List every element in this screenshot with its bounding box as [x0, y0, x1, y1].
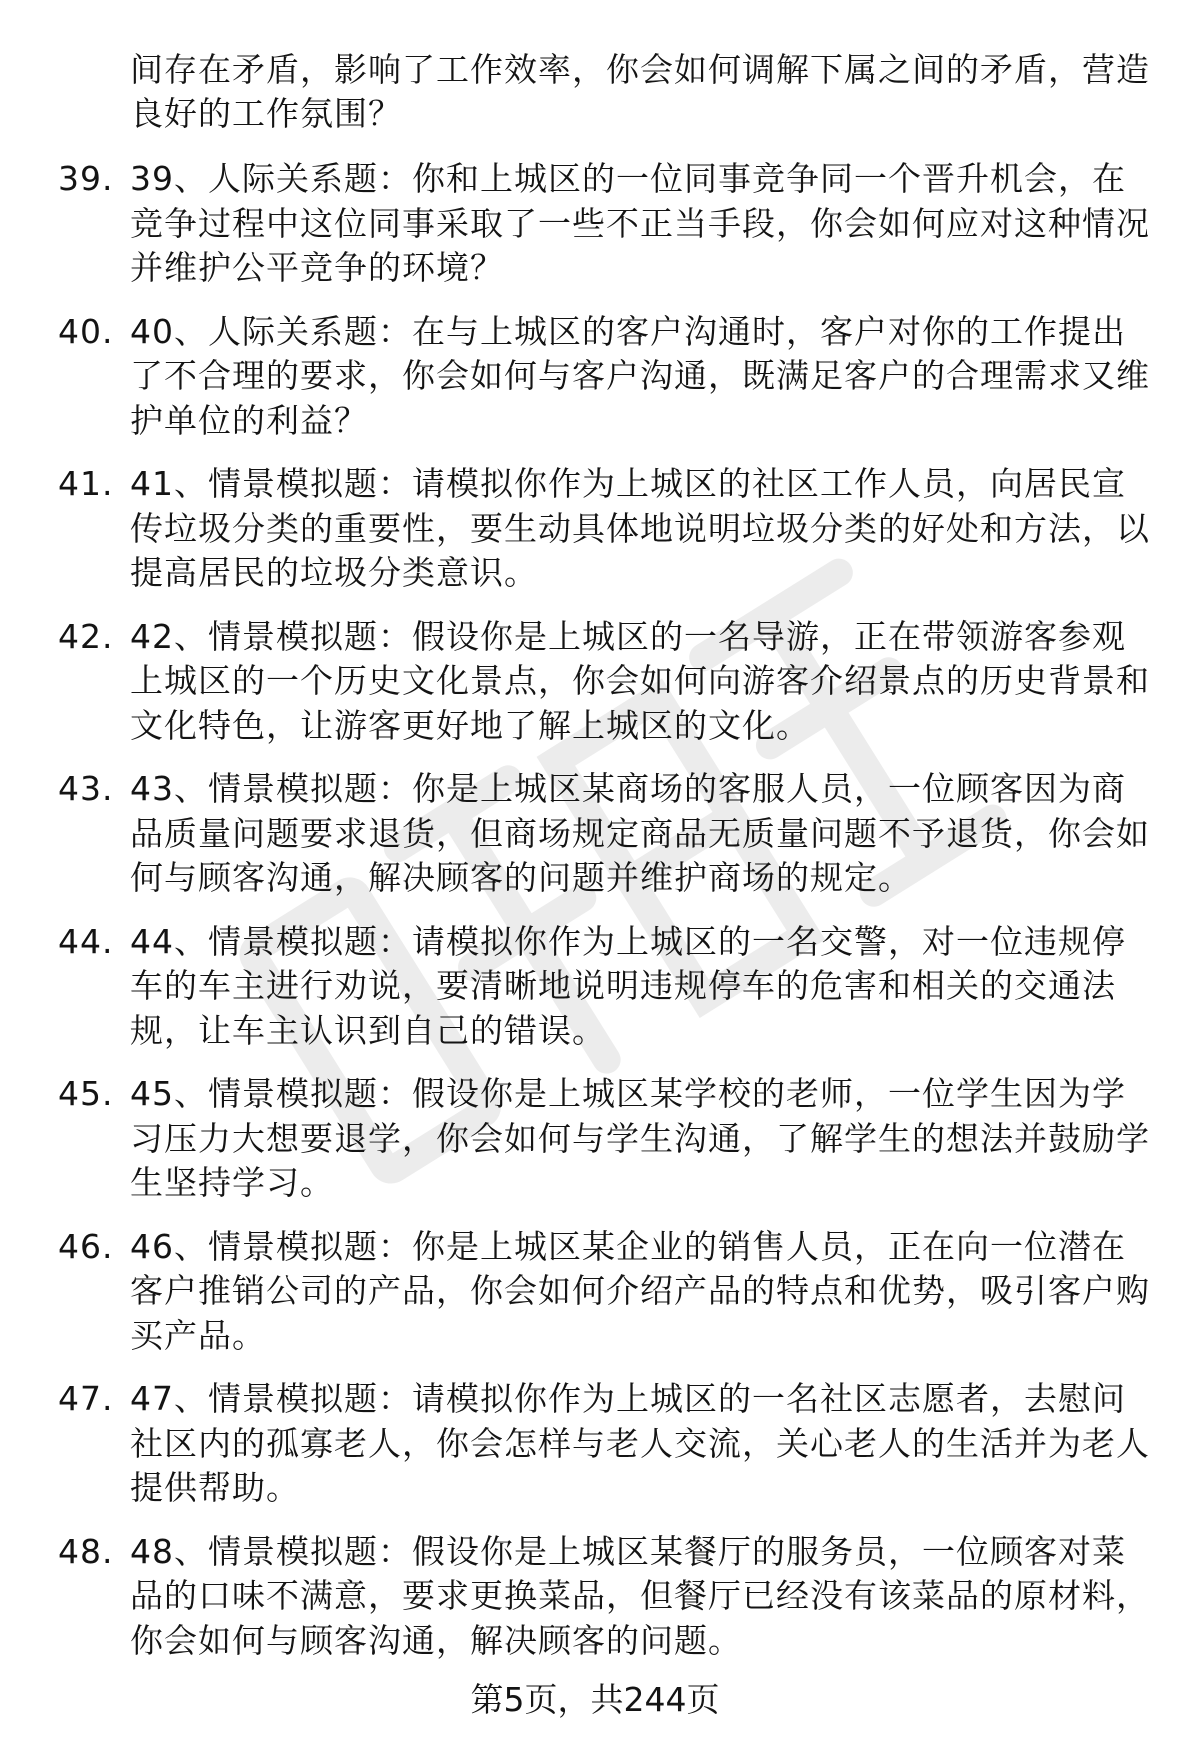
question-text: 43、情景模拟题：你是上城区某商场的客服人员，一位顾客因为商品质量问题要求退货，但商场规定商品无质量问题不予退货，你会如何与顾客沟通，解决顾客的问题并维护商场的规定。 [130, 769, 1150, 897]
question-item [58, 1377, 1150, 1511]
question-number: 42. [58, 616, 114, 656]
question-text: 44、情景模拟题：请模拟你作为上城区的一名交警，对一位违规停车的车主进行劝说，要清晰地说明违规停车的危害和相关的交通法规，让车主认识到自己的错误。 [130, 921, 1126, 1050]
question-number: 40. [58, 311, 114, 351]
question-item [58, 767, 1150, 901]
question-item [58, 1530, 1150, 1664]
question-text: 41、情景模拟题：请模拟你作为上城区的社区工作人员，向居民宣传垃圾分类的重要性，要生动具体地说明垃圾分类的好处和方法，以提高居民的垃圾分类意识。 [130, 464, 1150, 592]
question-text: 39、人际关系题：你和上城区的一位同事竞争同一个晋升机会，在竞争过程中这位同事采取了一些不正当手段，你会如何应对这种情况并维护公平竞争的环境？ [130, 159, 1150, 287]
question-item [58, 462, 1150, 596]
question-text: 48、情景模拟题：假设你是上城区某餐厅的服务员，一位顾客对菜品的口味不满意，要求更换菜品，但餐厅已经没有该菜品的原材料，你会如何与顾客沟通，解决顾客的问题。 [130, 1531, 1150, 1660]
question-number: 46. [58, 1226, 114, 1266]
question-item [58, 1225, 1150, 1359]
question-item [58, 1072, 1150, 1206]
question-item [58, 157, 1150, 291]
question-text: 45、情景模拟题：假设你是上城区某学校的老师，一位学生因为学习压力大想要退学，你会如何与学生沟通，了解学生的想法并鼓励学生坚持学习。 [130, 1074, 1150, 1202]
question-number: 45. [58, 1074, 114, 1113]
question-text: 42、情景模拟题：假设你是上城区的一名导游，正在带领游客参观上城区的一个历史文化景点，你会如何向游客介绍景点的历史背景和文化特色，让游客更好地了解上城区的文化。 [130, 616, 1150, 745]
question-item [58, 920, 1150, 1054]
question-number: 48. [58, 1531, 114, 1571]
question-number: 43. [58, 769, 114, 808]
question-number: 41. [58, 464, 114, 503]
continuation-text: 间存在矛盾，影响了工作效率，你会如何调解下属之间的矛盾，营造良好的工作氛围？ [130, 50, 1150, 133]
question-number: 39. [58, 159, 114, 198]
question-number: 44. [58, 921, 114, 961]
question-list [58, 157, 1158, 1682]
page-footer: 第5页，共244页 [470, 1680, 720, 1719]
question-item [58, 310, 1150, 444]
question-number: 47. [58, 1379, 114, 1418]
question-text: 47、情景模拟题：请模拟你作为上城区的一名社区志愿者，去慰问社区内的孤寡老人，你会怎样与老人交流，关心老人的生活并为老人提供帮助。 [130, 1379, 1150, 1507]
question-text: 40、人际关系题：在与上城区的客户沟通时，客户对你的工作提出了不合理的要求，你会如何与客户沟通，既满足客户的合理需求又维护单位的利益？ [130, 311, 1150, 440]
question-text: 46、情景模拟题：你是上城区某企业的销售人员，正在向一位潜在客户推销公司的产品，你会如何介绍产品的特点和优势，吸引客户购买产品。 [130, 1226, 1150, 1355]
question-item [58, 615, 1150, 749]
